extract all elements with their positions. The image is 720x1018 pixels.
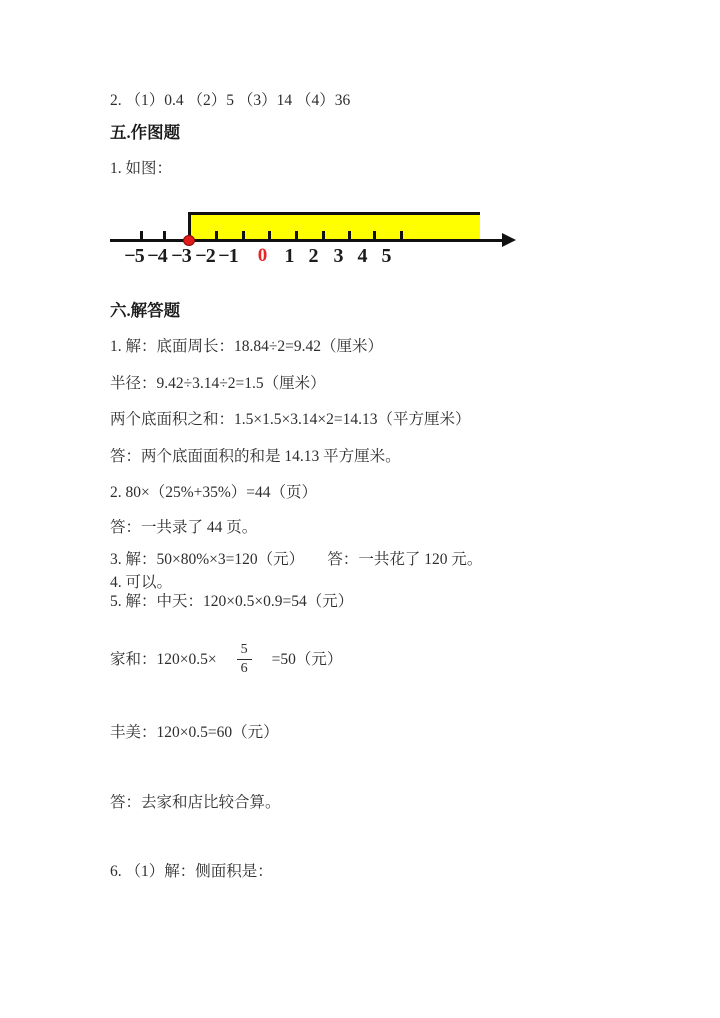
axis-label: −3: [171, 245, 191, 267]
solution-line: 2. 80×（25%+35%）=44（页）: [110, 484, 318, 501]
tick-mark: [348, 231, 351, 239]
axis-label: 2: [308, 245, 318, 267]
fraction-line-prefix: 家和：120×0.5×: [110, 650, 217, 668]
answer-line: 答：去家和店比较合算。: [110, 794, 281, 811]
tick-mark: [400, 231, 403, 239]
number-line-diagram: [0, 205, 720, 280]
solution-line: 3. 解：50×80%×3=120（元） 答：一共花了 120 元。: [110, 551, 483, 568]
axis-label-zero: 0: [257, 245, 267, 266]
axis-label: 3: [333, 245, 343, 267]
highlight-rect: [188, 212, 480, 239]
solution-line: 6. （1）解：侧面积是：: [110, 863, 273, 880]
fraction-numerator: 5: [237, 642, 252, 660]
section5-title: 五.作图题: [110, 123, 181, 142]
axis-arrow-icon: [502, 233, 516, 247]
axis-label: −4: [147, 245, 167, 267]
solution-line: 两个底面积之和：1.5×1.5×3.14×2=14.13（平方厘米）: [110, 411, 471, 428]
axis-label: 1: [284, 245, 294, 267]
answer-line: 答：一共录了 44 页。: [110, 519, 258, 536]
axis-label: −1: [218, 245, 238, 267]
solution-line: 半径：9.42÷3.14÷2=1.5（厘米）: [110, 375, 326, 392]
axis-label: −5: [124, 245, 144, 267]
fraction-line-suffix: =50（元）: [271, 650, 343, 668]
solution-line: 5. 解：中天：120×0.5×0.9=54（元）: [110, 593, 354, 610]
tick-mark: [163, 231, 166, 239]
fraction-denominator: 6: [240, 661, 248, 676]
tick-mark: [140, 231, 143, 239]
tick-mark: [242, 231, 245, 239]
axis-line: [110, 239, 506, 242]
solution-line: 丰美：120×0.5=60（元）: [110, 724, 279, 741]
tick-mark: [215, 231, 218, 239]
axis-label: 4: [357, 245, 367, 267]
fraction: [237, 642, 252, 677]
tick-mark: [322, 231, 325, 239]
solution-line-with-fraction: [110, 642, 342, 677]
solution-line: 4. 可以。: [110, 574, 173, 591]
axis-label: 5: [381, 245, 391, 267]
axis-label: −2: [195, 245, 215, 267]
answer-line: 答：两个底面面积的和是 14.13 平方厘米。: [110, 448, 401, 465]
solution-line: 1. 解：底面周长：18.84÷2=9.42（厘米）: [110, 338, 383, 355]
answers-line-2: 2. （1）0.4 （2）5 （3）14 （4）36: [110, 92, 351, 109]
tick-mark: [268, 231, 271, 239]
section5-item1-label: 1. 如图：: [110, 160, 173, 177]
tick-mark: [373, 231, 376, 239]
section6-title: 六.解答题: [110, 301, 181, 320]
tick-mark: [295, 231, 298, 239]
